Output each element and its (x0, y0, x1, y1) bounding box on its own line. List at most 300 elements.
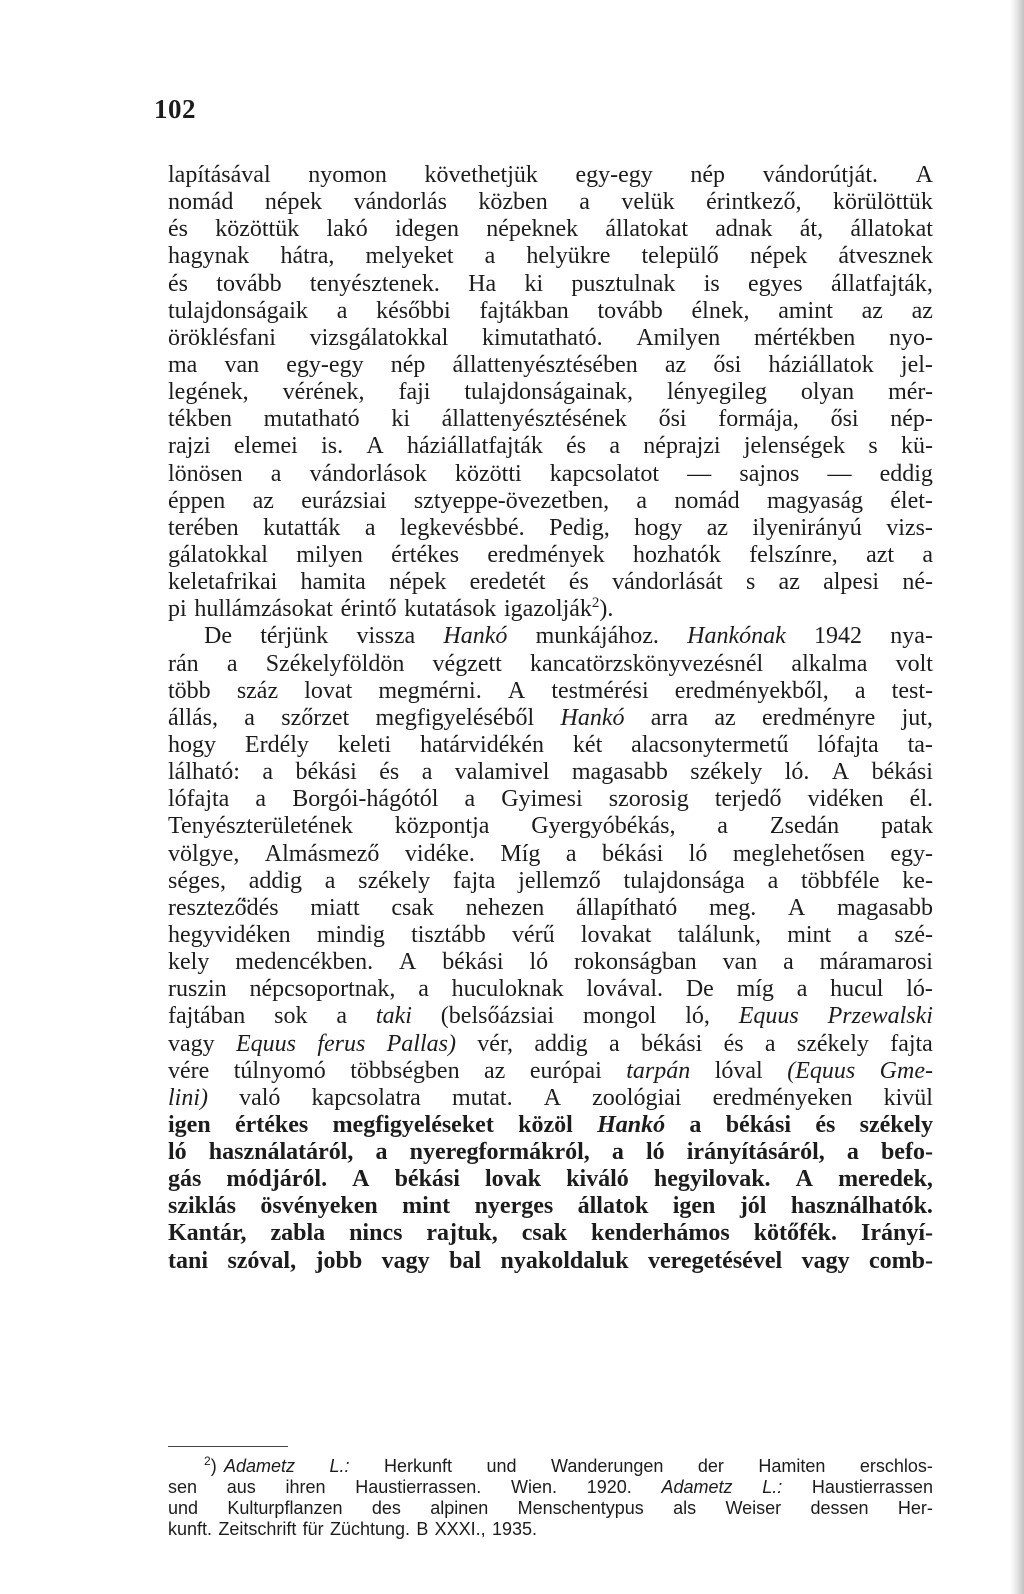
text-line (168, 243, 933, 270)
text-line (168, 461, 933, 488)
word: egy-egy (575, 162, 653, 188)
footnote-line (168, 1519, 933, 1540)
word: legének, (168, 379, 249, 406)
word: a (783, 949, 794, 976)
word: vér, (477, 1030, 513, 1057)
word: elemei (233, 433, 298, 460)
word: élnek, (691, 297, 750, 324)
word: rán (168, 650, 199, 677)
word: fajta (890, 1030, 933, 1057)
footnote-word: Her- (897, 1498, 933, 1518)
text-line (168, 1139, 933, 1166)
word: a (464, 786, 476, 813)
word: nehezen (465, 894, 545, 921)
footnote-word: XXXI., (434, 1519, 486, 1539)
word: fajtákban (479, 297, 569, 324)
word: jel- (900, 351, 933, 378)
text-line (168, 379, 933, 406)
word: kapcsolatot (549, 460, 660, 487)
word: vére (168, 1057, 210, 1084)
word: mér- (888, 379, 933, 406)
text-line (168, 596, 933, 623)
word: és (723, 1030, 744, 1057)
footnote-word: Weiser (725, 1498, 782, 1518)
word: nyakoldaluk (500, 1247, 629, 1274)
word: test- (891, 677, 933, 704)
word: nincs (349, 1220, 403, 1247)
word: helyükre (526, 243, 611, 270)
word: Székelyföldön (265, 650, 405, 677)
word: arra (650, 704, 689, 731)
word: ló, (685, 1003, 710, 1030)
word: sztyeppe-övezetben, (413, 487, 610, 514)
word: lálható: (168, 759, 240, 786)
word: nyeregformákról, (409, 1139, 590, 1166)
word: néprajzi (643, 433, 721, 460)
word: az (484, 1057, 506, 1084)
word: taki (375, 1003, 412, 1030)
word: ló (646, 1139, 665, 1166)
word: ilyenirányú (752, 514, 862, 541)
word: gás (168, 1166, 202, 1193)
word: közöl (518, 1111, 573, 1138)
word: a (226, 650, 238, 677)
word: csak (391, 894, 434, 921)
word: Hankónak (687, 623, 786, 650)
page-number: 102 (154, 94, 196, 124)
word: sok (274, 1003, 308, 1030)
word: lini) (168, 1084, 208, 1111)
word: központja (394, 813, 490, 840)
footnote-marker: $^2$) (204, 1454, 217, 1476)
word: a (418, 976, 429, 1003)
word: vérű (511, 921, 555, 948)
word: állatokat (605, 216, 689, 243)
word: jellemző (518, 867, 601, 894)
word: ma (168, 351, 198, 378)
word: kiváló (566, 1166, 629, 1193)
word: ta- (907, 731, 933, 758)
word: ősi (658, 406, 687, 433)
word: ősi (830, 406, 859, 433)
word: hagynak (168, 243, 250, 270)
word: eredményeken (712, 1084, 853, 1111)
word: Zsedán (769, 813, 840, 840)
word: az (861, 297, 883, 324)
text-line (168, 895, 933, 922)
word: tulajdonságaik (168, 297, 308, 324)
word: a (579, 189, 590, 216)
word: tani (168, 1247, 209, 1274)
word: A (352, 1166, 370, 1193)
word: az (706, 514, 729, 541)
word: kutatások (404, 596, 497, 623)
word: fajta (452, 867, 496, 894)
text-line (168, 1003, 933, 1030)
word: többféle (800, 867, 880, 894)
word: igazolják2). (503, 595, 614, 623)
footnote-word: aus (226, 1477, 256, 1497)
word: egy-egy (286, 351, 364, 378)
word: meg. (708, 894, 757, 921)
word: A (831, 759, 850, 786)
word: vidéken (807, 786, 884, 813)
text-line (168, 1085, 933, 1112)
footnote-word: der (697, 1456, 724, 1476)
text-line (168, 216, 933, 243)
word: a (764, 1030, 776, 1057)
word: követhetjük (424, 162, 538, 188)
text-line (168, 949, 933, 976)
text-line (168, 976, 933, 1003)
word: állattenyésztésének (441, 406, 627, 433)
word: két (572, 731, 603, 758)
word: eredményekből, (674, 677, 829, 704)
word: rokonságban (574, 949, 697, 976)
word: át, (799, 216, 824, 243)
word: Tenyészterületének (168, 813, 353, 840)
word: békási (442, 949, 504, 976)
footnote-word: dessen (810, 1498, 869, 1518)
word: ke- (902, 867, 933, 894)
word: miatt (310, 894, 360, 921)
word: jut, (901, 704, 933, 731)
word: átvesznek (838, 243, 933, 270)
word: békási (394, 1166, 460, 1193)
word: nép (690, 162, 726, 188)
word: volt (895, 650, 933, 677)
footnote-word: 1920. (586, 1477, 632, 1497)
word: lakó (326, 216, 368, 243)
word: lóval (714, 1057, 763, 1084)
word: ló (168, 1139, 187, 1166)
word: mutat. (451, 1084, 513, 1111)
text-line (168, 841, 933, 868)
word: s (745, 569, 756, 596)
word: addig (534, 1030, 588, 1057)
word: az (911, 297, 933, 324)
word: rajtuk, (426, 1220, 498, 1247)
word: alacsonytermetű (631, 731, 789, 758)
word: egy- (890, 840, 933, 867)
word: is (703, 270, 720, 297)
word: a (336, 1003, 348, 1030)
word: faji (398, 379, 431, 406)
word: kimutatható. (481, 324, 603, 351)
word: mongol (582, 1003, 657, 1030)
word: — (827, 460, 852, 487)
word: meglehetősen (732, 840, 865, 867)
word: vérének, (282, 379, 365, 406)
word: száz (236, 677, 279, 704)
word: népek (389, 569, 447, 596)
word: túlnyomó (233, 1057, 326, 1084)
word: a (421, 759, 433, 786)
word: amint (778, 297, 833, 324)
word: a (244, 704, 255, 731)
word: vizsgálatokkal (309, 324, 449, 351)
word: ló (688, 840, 708, 867)
word: tulajdonságainak, (464, 379, 633, 406)
word: ősi (713, 351, 742, 378)
word: A (787, 894, 806, 921)
text-line (168, 271, 933, 298)
word: magasabb (571, 759, 668, 786)
word: népeknek (486, 216, 579, 243)
word: A (507, 677, 526, 704)
word: módjáról. (226, 1166, 328, 1193)
word: a (375, 1139, 388, 1166)
word: háziállatok (768, 351, 874, 378)
word: Kantár, (168, 1220, 247, 1247)
word: népek (749, 243, 808, 270)
word: hogy (168, 731, 216, 758)
word: gálatokkal (168, 541, 268, 568)
word: és (379, 759, 400, 786)
word: fajtában (168, 1003, 246, 1030)
word: kutatták (263, 514, 341, 541)
word: érintő (340, 596, 397, 623)
text-line (168, 651, 933, 678)
word: ló (529, 949, 549, 976)
word: többségben (350, 1057, 460, 1084)
text-line (168, 678, 933, 705)
word: milyen (296, 541, 363, 568)
word: ki (524, 270, 544, 297)
word: A (543, 1084, 562, 1111)
text-line (168, 298, 933, 325)
footnote-word: Menschentypus (517, 1498, 644, 1518)
word: idegen (394, 216, 459, 243)
word: nyo- (888, 324, 933, 351)
word: állatokat (850, 216, 933, 243)
word: vagy (168, 1030, 215, 1057)
word: addig (248, 867, 303, 894)
footnote-divider (168, 1446, 288, 1447)
word: zoológiai (592, 1084, 682, 1111)
word: comb- (868, 1247, 933, 1274)
word: 1942 (814, 623, 863, 650)
word: és (568, 569, 589, 596)
word: — (687, 460, 712, 487)
footnote-word: Adametz (224, 1456, 296, 1476)
body-text (168, 162, 933, 1275)
word: pusztulnak (571, 270, 676, 297)
word: vándorlások (309, 460, 427, 487)
word: több (168, 677, 211, 704)
word: ösvényeken (260, 1193, 378, 1220)
word: alkalma (791, 650, 868, 677)
word: és (168, 270, 188, 297)
word: A (915, 162, 933, 188)
word: meredek, (838, 1166, 933, 1193)
word: kü- (900, 433, 933, 460)
word: Pallas) (386, 1030, 456, 1057)
footnote-word: Kulturpflanzen (227, 1498, 343, 1518)
word: sajnos (739, 460, 800, 487)
word: az (664, 351, 687, 378)
text-line (168, 623, 933, 650)
word: valamivel (454, 759, 550, 786)
footnote-word: kunft. (168, 1519, 213, 1539)
word: vándorlását (612, 569, 723, 596)
word: rajzi (168, 433, 211, 460)
word: is. (321, 433, 344, 460)
word: lapításával (168, 162, 271, 188)
word: körülöttük (832, 189, 933, 216)
word: séges, (168, 867, 226, 894)
footnote-word: Adametz (661, 1477, 733, 1497)
word: Gyergyóbékás, (531, 813, 676, 840)
word: nép (390, 351, 426, 378)
word: lovakat (580, 921, 652, 948)
word: mindig (316, 921, 385, 948)
text-line (168, 868, 933, 895)
word: háziállatfajták (406, 433, 543, 460)
text-line (168, 488, 933, 515)
word: Irányí- (861, 1220, 933, 1247)
word: az (252, 487, 274, 514)
word: a (270, 460, 282, 487)
word: vidéke. (404, 840, 475, 867)
word: mint (402, 1193, 451, 1220)
word: békási (295, 759, 357, 786)
word: való (239, 1084, 281, 1111)
word: vándorútját. (762, 162, 878, 188)
page-binding-shadow (1010, 0, 1024, 1594)
word: A (795, 1166, 813, 1193)
word: békási (871, 759, 933, 786)
word: ló- (906, 976, 933, 1003)
word: élet- (890, 487, 933, 514)
word: kapcsolatra (311, 1084, 421, 1111)
word: mértékben (754, 324, 856, 351)
word: Ha (468, 270, 497, 297)
footnote-word: erschlos- (859, 1456, 933, 1476)
word: nomád (674, 487, 740, 514)
word: veregetésével (648, 1247, 783, 1274)
word: az (778, 569, 800, 596)
word: jól (739, 1193, 767, 1220)
word: a (608, 1030, 620, 1057)
word: az (714, 704, 736, 731)
word: mint (787, 921, 832, 948)
footnote-line (168, 1498, 933, 1519)
word: magasabb (836, 894, 933, 921)
word: a (255, 786, 267, 813)
word: né- (902, 569, 933, 596)
word: lönösen (168, 460, 243, 487)
word: eddig (879, 460, 933, 487)
word: állatok (577, 1193, 649, 1220)
word: (Equus (787, 1057, 856, 1084)
footnote-word: für (302, 1519, 324, 1539)
word: ki (391, 406, 410, 433)
word: térjünk (260, 623, 329, 650)
footnote-word: ihren (285, 1477, 326, 1497)
word: van (224, 351, 260, 378)
word: Amilyen (636, 324, 721, 351)
word: állapítható (575, 894, 678, 921)
word: székely (859, 1111, 933, 1138)
word: székely (796, 1030, 869, 1057)
word: békási (640, 1030, 703, 1057)
word: érintkező, (706, 189, 802, 216)
word: tovább (597, 297, 663, 324)
text-line (168, 1248, 933, 1275)
text-line (168, 786, 933, 813)
word: lófajta (168, 786, 230, 813)
word: vagy (801, 1247, 850, 1274)
word: tulajdonsága (623, 867, 745, 894)
word: lovat (304, 677, 353, 704)
word: székely (690, 759, 763, 786)
word: melyeket (365, 243, 454, 270)
word: olyan (800, 379, 855, 406)
word: használatáról, (208, 1139, 354, 1166)
word: lovával. (586, 976, 664, 1003)
word: Gyimesi (501, 786, 583, 813)
footnote-word: L.: (762, 1477, 783, 1497)
word: a (796, 976, 808, 1003)
text-line (168, 813, 933, 840)
word: állás, (168, 704, 218, 731)
word: Erdély (244, 731, 309, 758)
word: nép- (890, 406, 933, 433)
word: legkevésbbé. (400, 514, 525, 541)
word: Przewalski (827, 1003, 933, 1030)
word: Hankó (597, 1111, 666, 1138)
footnote-word: alpinen (430, 1498, 489, 1518)
word: vissza (356, 623, 416, 650)
word: zabla (270, 1220, 326, 1247)
word: völgye, (168, 840, 240, 867)
word: állatfajták, (830, 270, 933, 297)
word: alpesi (823, 569, 880, 596)
footnote-word: 1935. (491, 1519, 537, 1539)
text-line (168, 189, 933, 216)
word: nya- (890, 623, 933, 650)
footnote-word: Haustierrassen (811, 1477, 933, 1497)
word: kely (168, 949, 210, 976)
text-line (168, 1193, 933, 1220)
text-line (168, 759, 933, 786)
word: a (846, 1139, 859, 1166)
word: tékben (168, 406, 232, 433)
word: hegyvidéken (168, 921, 291, 948)
word: felszínre, (749, 541, 838, 568)
word: él. (909, 786, 933, 813)
word: öröklésfani (168, 324, 276, 351)
word: patak (880, 813, 933, 840)
footnote-word: B (416, 1519, 429, 1539)
word: tovább (216, 270, 282, 297)
text-line (168, 162, 933, 189)
footnote-word: Haustierrassen. (355, 1477, 482, 1497)
word: a (717, 813, 728, 840)
word: kivül (883, 1084, 933, 1111)
word: resztező̈dés (168, 894, 279, 921)
word: Gme- (879, 1057, 933, 1084)
word: eredmények (487, 541, 605, 568)
word: medencékben. (235, 949, 374, 976)
word: békási (601, 840, 664, 867)
text-line (168, 705, 933, 732)
text-line (168, 433, 933, 460)
word: Equus (235, 1030, 296, 1057)
word: nomád (168, 189, 234, 216)
word: bal (449, 1247, 482, 1274)
